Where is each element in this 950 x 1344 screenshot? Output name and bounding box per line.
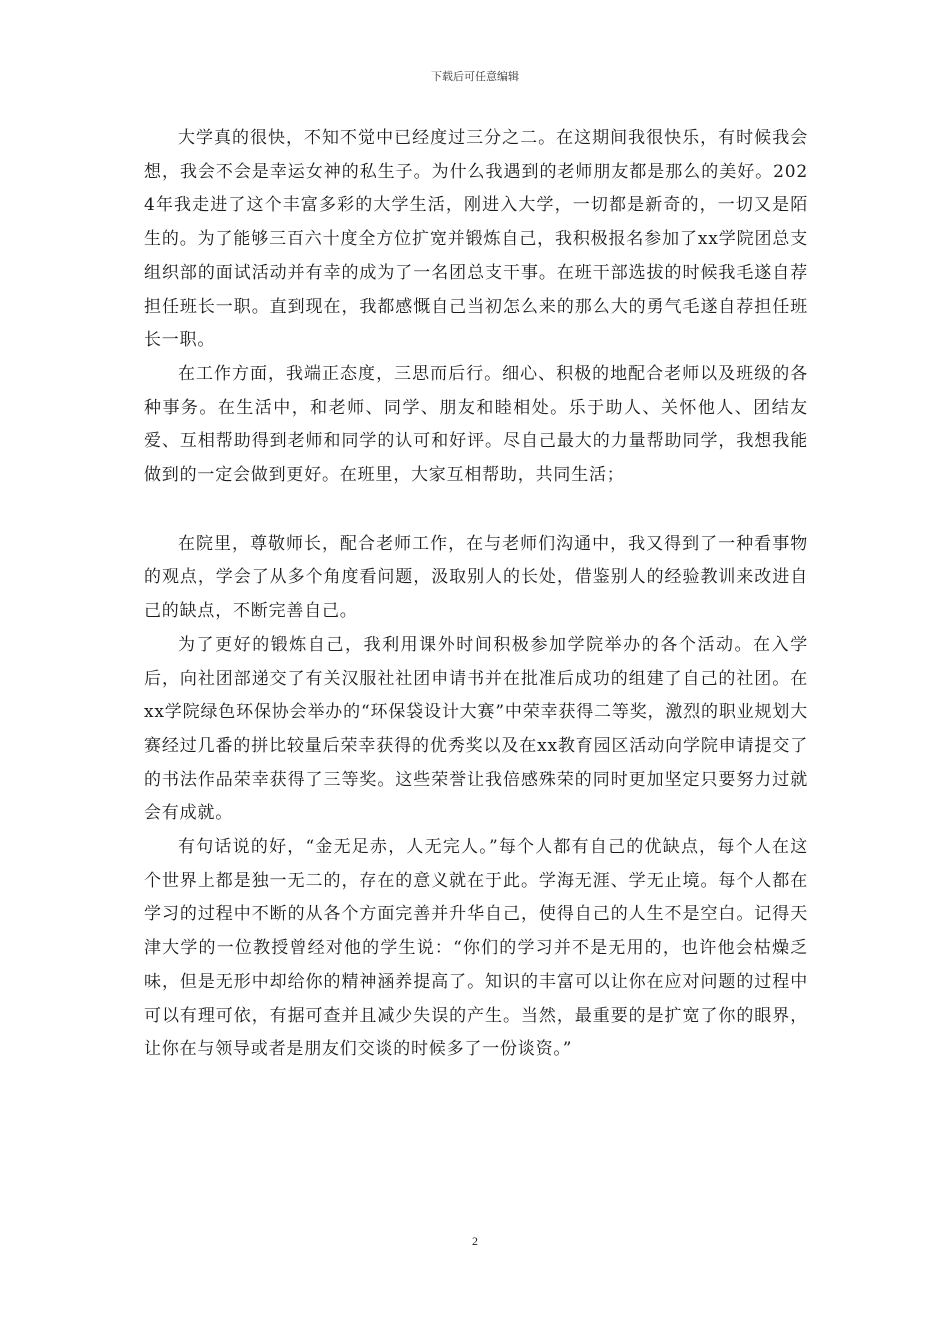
paragraph-1: 大学真的很快，不知不觉中已经度过三分之二。在这期间我很快乐，有时候我会想，我会不会是幸运女神的私生子。为什么我遇到的老师朋友都是那么的美好。2024年我走进了这个丰富多彩的大学生活，刚进入大学，一切都是新奇的，一切又是陌生的。为了能够三百六十度全方位扩宽并锻炼自己，我积极报名参加了xx学院团总支组织部的面试活动并有幸的成为了一名团总支干事。在班干部选拔的时候我毛遂自荐担任班长一职。直到现在，我都感慨自己当初怎么来的那么大的勇气毛遂自荐担任班长一职。 xyxy=(144,128,808,351)
document-body xyxy=(144,122,808,1067)
paragraph-4: 为了更好的锻炼自己，我利用课外时间积极参加学院举办的各个活动。在入学后，向社团部递交了有关汉服社社团申请书并在批准后成功的组建了自己的社团。在xx学院绿色环保协会举办的“环保袋设计大赛”中荣幸获得二等奖，激烈的职业规划大赛经过几番的拼比较量后荣幸获得的优秀奖以及在xx教育园区活动向学院申请提交了的书法作品荣幸获得了三等奖。这些荣誉让我倍感殊荣的同时更加坚定只要努力过就会有成就。 xyxy=(144,634,808,824)
paragraph-3: 在院里，尊敬师长，配合老师工作，在与老师们沟通中，我又得到了一种看事物的观点，学会了从多个角度看问题，汲取别人的长处，借鉴别人的经验教训来改进自己的缺点，不断完善自己。 xyxy=(144,533,808,622)
page-number: 2 xyxy=(472,1234,478,1248)
paragraph-2: 在工作方面，我端正态度，三思而后行。细心、积极的地配合老师以及班级的各种事务。在生活中，和老师、同学、朋友和睦相处。乐于助人、关怀他人、团结友爱、互相帮助得到老师和同学的认可和好评。尽自己最大的力量帮助同学，我想我能做到的一定会做到更好。在班里，大家互相帮助，共同生活； xyxy=(144,363,808,486)
page-header: 下载后可任意编辑 xyxy=(431,70,519,83)
paragraph-5: 有句话说的好，“金无足赤，人无完人。”每个人都有自己的优缺点，每个人在这个世界上都是独一无二的，存在的意义就在于此。学海无涯、学无止境。每个人都在学习的过程中不断的从各个方面完善并升华自己，使得自己的人生不是空白。记得天津大学的一位教授曾经对他的学生说：“你们的学习并不是无用的，也许他会枯燥乏味，但是无形中却给你的精神涵养提高了。知识的丰富可以让你在应对问题的过程中可以有理可依，有据可查并且减少失误的产生。当然，最重要的是扩宽了你的眼界，让你在与领导或者是朋友们交谈的时候多了一份谈资。” xyxy=(144,837,808,1060)
